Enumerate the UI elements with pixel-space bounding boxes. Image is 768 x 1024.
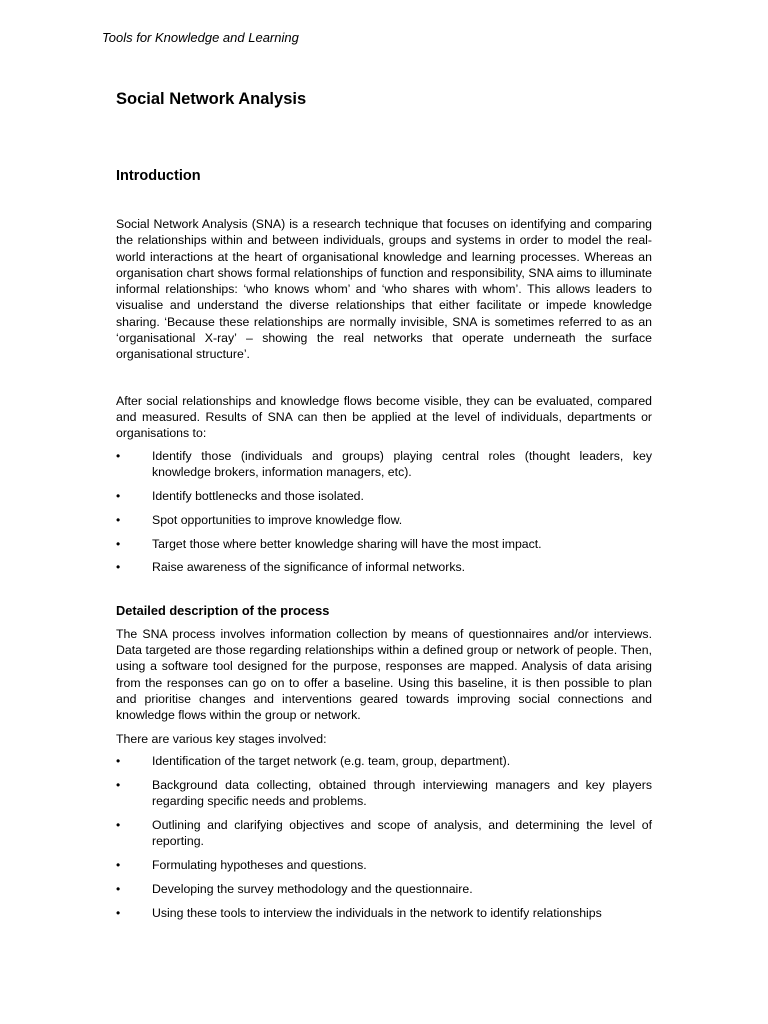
list-item [116,488,652,504]
list-item-text: Using these tools to interview the individuals in the network to identify relationships [152,905,602,920]
introduction-heading: Introduction [116,168,201,184]
list-item [116,881,652,897]
running-header: Tools for Knowledge and Learning [102,30,299,45]
list-item [116,817,652,850]
list-item-text: Target those where better knowledge sharing will have the most impact. [152,536,542,551]
list-item [116,753,652,769]
bullet-icon: • [116,817,121,832]
list-item-text: Identification of the target network (e.g. team, group, department). [152,753,511,768]
bullet-icon: • [116,560,121,575]
bullet-icon: • [116,536,121,551]
bullet-icon: • [116,905,121,920]
bullet-icon: • [116,753,121,768]
bullet-icon: • [116,448,121,463]
process-heading: Detailed description of the process [116,602,330,618]
list-item-text: Developing the survey methodology and the questionnaire. [152,881,473,896]
list-item-text: Spot opportunities to improve knowledge flow. [152,512,403,527]
list-item [116,559,652,575]
list-item [116,777,652,810]
introduction-paragraph: Social Network Analysis (SNA) is a research technique that focuses on identifying and comparing the relationships within and between individuals, groups and systems in order to model the real-world interactions at the heart of organisational knowledge and learning processes. Whereas an organisation chart shows formal relationships of function and responsibility, SNA aims to illuminate informal relationships: ‘who knows whom’ and ‘who shares with whom’. This allows leaders to visualise and understand the diverse relationships that either facilitate or impede knowledge sharing. ‘Because these relationships are normally invisible, SNA is sometimes referred to as an ‘organisational X-ray’ – showing the real networks that operate underneath the surface organisational structure’. [116,217,652,362]
stages-intro: There are various key stages involved: [116,731,327,746]
list-item-text: Formulating hypotheses and questions. [152,858,367,873]
benefits-list [116,448,652,576]
after-relationships-paragraph: After social relationships and knowledge flows become visible, they can be evaluated, compared and measured. Results of SNA can then be applied at the level of individuals, departments or organisations to: [116,393,652,441]
stages-list [116,753,652,921]
list-item-text: Identify those (individuals and groups) playing central roles (thought leaders, key knowledge brokers, information managers, etc). [152,448,652,479]
list-item [116,536,652,552]
list-item-text: Raise awareness of the significance of informal networks. [152,560,466,575]
document-title: Social Network Analysis [116,90,307,108]
bullet-icon: • [116,488,121,503]
document-body [116,88,652,929]
list-item [116,857,652,873]
process-paragraph: The SNA process involves information collection by means of questionnaires and/or interviews. Data targeted are those regarding relationships within a defined group or network of people. Then, using a software tool designed for the purpose, responses are mapped. Analysis of data arising from the responses can go on to offer a baseline. Using this baseline, it is then possible to plan and prioritise changes and interventions geared towards improving social connections and knowledge flows within the group or network. [116,626,652,723]
bullet-icon: • [116,858,121,873]
list-item [116,512,652,528]
bullet-icon: • [116,881,121,896]
list-item-text: Identify bottlenecks and those isolated. [152,488,364,503]
bullet-icon: • [116,512,121,527]
list-item-text: Background data collecting, obtained through interviewing managers and key players regarding specific needs and problems. [152,777,652,808]
list-item-text: Outlining and clarifying objectives and scope of analysis, and determining the level of reporting. [152,817,652,849]
bullet-icon: • [116,777,121,792]
list-item [116,448,652,481]
list-item [116,905,652,921]
